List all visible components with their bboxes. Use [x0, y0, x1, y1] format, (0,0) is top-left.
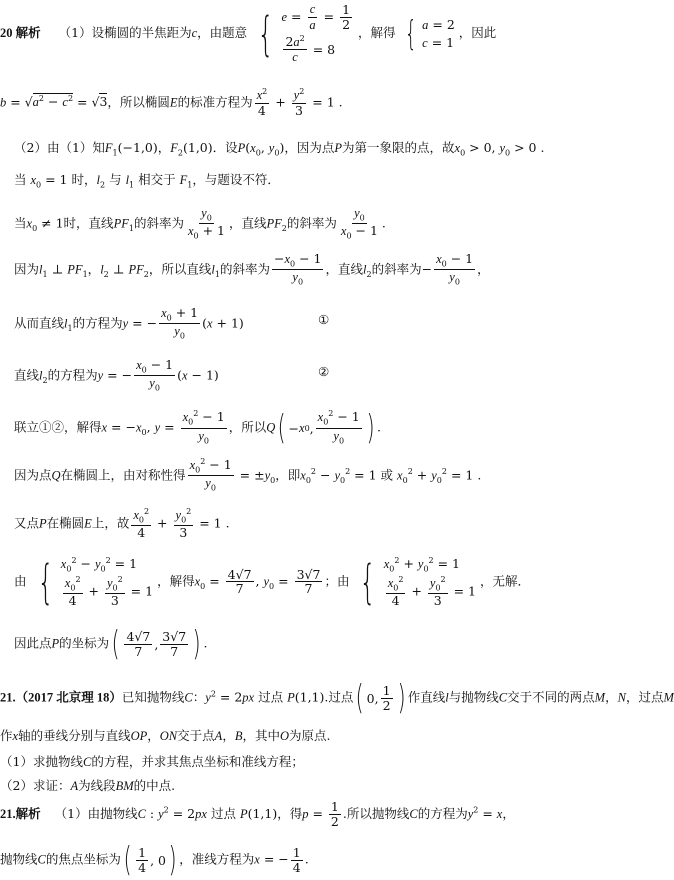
- system-2: { a = 2 c = 1: [404, 13, 455, 54]
- q20-text: 的斜率为: [133, 215, 184, 231]
- q21-text: 的焦点坐标为: [45, 851, 121, 867]
- q20-text: 又点: [14, 515, 40, 531]
- q21-text: 的中点.: [133, 778, 176, 793]
- q21-line-2: 作x轴的垂线分别与直线OP，ON交于点A，B，其中O为原点.: [0, 728, 331, 743]
- q20-text: 上，故: [91, 515, 130, 531]
- q21-line-3: （1）求抛物线C的方程，并求其焦点坐标和准线方程；: [0, 754, 304, 769]
- q21-text: ，得: [277, 805, 303, 821]
- q20-text: （2）由（1）知: [14, 140, 105, 155]
- q21-text: .过点: [324, 689, 354, 705]
- q21-text: 已知抛物线: [121, 689, 185, 705]
- q20-text: （1）设椭圆的半焦距为: [58, 25, 192, 41]
- q21-text: 抛物线: [0, 851, 38, 867]
- q20-text: 直线: [14, 367, 40, 383]
- q21-text: （2）求证：: [0, 778, 71, 793]
- q20-text: 在椭圆上，由对称性得: [60, 467, 186, 483]
- q21-text: 轴的垂线分别与直线: [18, 728, 131, 743]
- q20-line-4: 当 $x_0 = 1$ 时，$l_2$ 与 $l_1$ 相交于 $F_1$，与题设不符．: [14, 172, 280, 190]
- q20-text: ，与题设不符．: [192, 172, 280, 187]
- q21-line-6: 抛物线C的焦点坐标为 ( $\frac{1}{4}$ , 0 ) ，准线方程为x = − $\frac{1}{4}$ .: [0, 840, 309, 880]
- q20-text: 的方程为: [72, 315, 123, 331]
- q20-line-2: $b = √a^2 - c^2 = √3$，所以椭圆E的标准方程为 $\frac{x^2}{4}$ + $\frac{y^2}{3}$ = 1 .: [0, 87, 343, 118]
- q21-text: （1）求抛物线: [0, 754, 83, 769]
- q20-text: 的斜率为: [286, 215, 337, 231]
- q20-line-3: （2）由（1）知$F_1(-1,0)$，$F_2(1,0)$．设$P(x_0$, $y_0$)，因为点P为第一象限的点，故$x_0 > 0$, $y_0 > 0$ .: [14, 140, 545, 158]
- q20-text: 因此点: [14, 635, 52, 651]
- q20-line-8: 直线$l_2$的方程为y = − $\frac{x_0 - 1}{y_0}$ (x − 1) ②: [14, 357, 330, 393]
- q21-text: 为线段: [78, 778, 116, 793]
- q21-text: ，准线方程为: [179, 851, 255, 867]
- q20-text: ，所以: [228, 419, 267, 435]
- q20-text: 联立①②，解得: [14, 419, 102, 435]
- q20-text: ，直线: [228, 215, 267, 231]
- q20-text: 由: [14, 573, 27, 589]
- system-1: { e = $\frac{c}{a}$ = $\frac{1}{2}$ $\frac{2a^2}{c}$ = 8: [257, 2, 351, 65]
- q21-text: 作: [0, 728, 13, 743]
- system-3: { $x_0^2 - y_0^2 = 1$ $\frac{x_0^2}{4}$ + $\frac{y_0^2}{3}$ = 1: [37, 554, 154, 609]
- q20-text: ，无解．: [480, 573, 531, 589]
- q20-text: ，所以椭圆: [107, 94, 170, 110]
- q20-text: 当: [14, 215, 27, 231]
- q20-text: 的斜率为: [219, 261, 270, 277]
- q20-text: 从而直线: [14, 315, 65, 331]
- q21-line-1: 21.（2017 北京理 18）已知抛物线C：$y^2 = 2px$ 过点 P(1,1).过点 ( 0, $\frac{1}{2}$ ) 作直线l与抛物线C交于不同的两点M，N，过点M: [0, 678, 674, 718]
- q20-text: ，直线: [325, 261, 363, 277]
- q21-text: 为原点.: [289, 728, 331, 743]
- q20-text: 的斜率为: [371, 261, 422, 277]
- q20-text: ；由: [324, 573, 350, 589]
- q21-text: .所以抛物线: [342, 805, 410, 821]
- q20-text: 因为: [14, 261, 40, 277]
- equation-marker-2: ②: [318, 364, 330, 379]
- q21-text: 的方程，并求其焦点坐标和准线方程；: [91, 754, 304, 769]
- q21-line-4: （2）求证：A为线段BM的中点.: [0, 778, 176, 793]
- q20-label: 20 解析: [0, 26, 41, 41]
- q20-line-7: 从而直线$l_1$的方程为y = − $\frac{x_0 + 1}{y_0}$ (x + 1) ①: [14, 305, 330, 341]
- q20-line-12: 由 { $x_0^2 - y_0^2 = 1$ $\frac{x_0^2}{4}$ + $\frac{y_0^2}{3}$ = 1 ，解得$x_0$ = $\frac{4√7}{7}$ , $y_0$ = $\frac{3√7}{7}$ ；由 { $x_0^2 + y_0^2 = 1$ $\frac{x_0^2}{4}$ + $\frac{y_0^2}{3}$ = 1 ，无解．: [14, 554, 531, 609]
- q20-text: 的坐标为: [59, 635, 110, 651]
- q21-text: ，其中: [242, 728, 280, 743]
- q20-text: 或: [380, 467, 394, 483]
- q21-answer-label: 21.解析: [0, 806, 41, 821]
- q20-text: 相交于: [138, 172, 176, 187]
- q20-line-6: 因为$l_1$ ⊥ $PF_1$，$l_2$ ⊥ $PF_2$，所以直线$l_1$的斜率为 $\frac{-x_0 - 1}{y_0}$ ，直线$l_2$的斜率为− $\frac{x_0 - 1}{y_0}$ ，: [14, 251, 490, 287]
- system-4: { $x_0^2 + y_0^2 = 1$ $\frac{x_0^2}{4}$ + $\frac{y_0^2}{3}$ = 1: [360, 554, 477, 609]
- q21-text: 与抛物线: [448, 689, 499, 705]
- q21-text: 过点: [210, 805, 236, 821]
- q20-text: 的标准方程为: [177, 94, 253, 110]
- q20-text: ，因为点: [284, 140, 335, 155]
- q20-text: ．设: [212, 140, 238, 155]
- q21-text: 交于不同的两点: [507, 689, 595, 705]
- q21-text: ，过点: [625, 689, 664, 705]
- q21-line-5: 21.解析 （1）由抛物线C : $y^2 = 2px$ 过点 P(1,1)，得p = $\frac{1}{2}$ .所以抛物线C的方程为$y^2 = x$，: [0, 799, 515, 829]
- q21-text: 交于点: [177, 728, 215, 743]
- q20-text: 与: [109, 172, 122, 187]
- q20-text: ，由题意: [197, 25, 248, 41]
- q20-text: 的方程为: [47, 367, 98, 383]
- q20-line-10: 因为点Q在椭圆上，由对称性得 $\frac{x_0^2 - 1}{y_0}$ = $\pm y_0$，即$x_0^2 - y_0^2 = 1$ 或 $x_0^2 + y_0^2 = 1$ .: [14, 457, 482, 493]
- q20-text: ，即: [275, 467, 301, 483]
- q21-text: （1）由抛物线: [54, 805, 138, 821]
- q20-text: 在椭圆: [46, 515, 85, 531]
- q20-line-13: 因此点P的坐标为 ( $\frac{4√7}{7}$ , $\frac{3√7}{7}$ ) .: [14, 624, 208, 664]
- q20-text: 因为点: [14, 467, 52, 483]
- q21-label: 21.（2017 北京理 18）: [0, 690, 122, 705]
- q20-text: ，解得: [157, 573, 195, 589]
- q20-text: ，因此: [458, 25, 497, 41]
- q20-text: 为第一象限的点，故: [341, 140, 455, 155]
- q20-text: ，所以直线: [148, 261, 212, 277]
- q20-line-9: 联立①②，解得$x = -x_0$, y = $\frac{x_0^2 - 1}{y_0}$ ，所以Q ( − x 0 , $\frac{x_0^2 - 1}{y_0}$ ) .: [14, 408, 382, 448]
- q21-text: 作直线: [407, 689, 446, 705]
- q20-text: 时，直线: [63, 215, 114, 231]
- q20-line-11: 又点P在椭圆E上，故 $\frac{x_0^2}{4}$ + $\frac{y_0^2}{3}$ = 1 .: [14, 507, 230, 541]
- q21-text: 的方程为: [417, 805, 468, 821]
- q21-text: 过点: [258, 689, 284, 705]
- equation-marker-1: ①: [318, 312, 330, 327]
- q20-text: ，解得: [358, 25, 396, 41]
- q20-line-1: 20 解析 （1）设椭圆的半焦距为c，由题意 { e = $\frac{c}{a}$ = $\frac{1}{2}$ $\frac{2a^2}{c}$ = 8 ，解得 { a = 2 c = 1 ，因此: [0, 2, 497, 65]
- q20-line-5: 当$x_0 \ne 1$时，直线$PF_1$的斜率为 $\frac{y_0}{x_0 + 1}$ ，直线$PF_2$的斜率为 $\frac{y_0}{x_0 - 1}$ .: [14, 206, 386, 241]
